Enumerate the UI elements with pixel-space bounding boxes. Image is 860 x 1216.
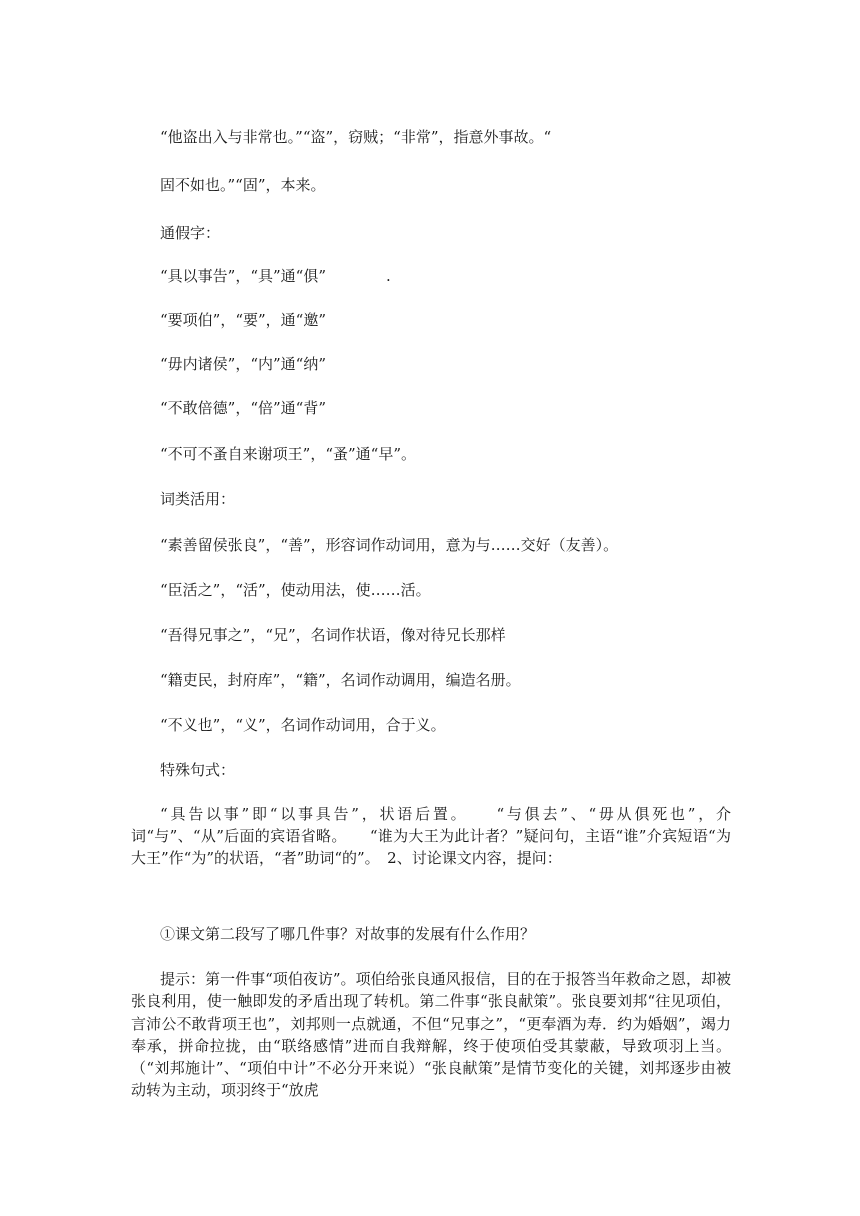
section-heading: 通假字：	[160, 224, 221, 242]
text-line: “籍吏民，封府库”，“籍”，名词作动调用，编造名册。	[160, 671, 521, 689]
text-line: “要项伯”，“要”，通“邀”	[160, 311, 327, 329]
text-line: “素善留侯张良”，“善”，形容词作动词用，意为与……交好（友善）。	[160, 536, 619, 554]
section-heading: 特殊句式：	[160, 761, 236, 779]
text-line: 固不如也。”“固”，本来。	[160, 176, 326, 194]
text-line: “不可不蚤自来谢项王”，“蚤”通“早”。	[160, 445, 417, 463]
text-line: “具以事告”，“具”通“俱” .	[160, 267, 391, 285]
text-line: “不敢倍德”，“倍”通“背”	[160, 399, 327, 417]
text-line: “臣活之”，“活”，使动用法，使……活。	[160, 581, 431, 599]
question-line: ①课文第二段写了哪几件事？对故事的发展有什么作用？	[160, 925, 536, 943]
text-line: “他盗出入与非常也。”“盗”，窃贼；“非常”，指意外事故。“	[160, 128, 552, 146]
text-line: “不义也”，“义”，名词作动词用，合于义。	[160, 716, 446, 734]
text-line: “吾得兄事之”，“兄”，名词作状语，像对待兄长那样	[160, 626, 506, 644]
syntax-paragraph: “具告以事”即“以事具告”，状语后置。 “与俱去”、“毋从俱死也”，介词“与”、“从”后面的宾语省略。 “谁为大王为此计者？”疑问句，主语“谁”介宾短语“为大王”作“为”的状语，“者”助词“的”。 2、讨论课文内容，提问：	[131, 805, 731, 867]
hint-paragraph: 提示：第一件事“项伯夜访”。项伯给张良通风报信，目的在于报答当年救命之恩，却被张良利用，使一触即发的矛盾出现了转机。第二件事“张良献策”。张良要刘邦“往见项伯，言沛公不敢背项王也”，刘邦则一点就通，不但“兄事之”，“更奉酒为寿．约为婚姻”，竭力奉承，拼命拉拢，由“联络感情”进而自我辩解，终于使项伯受其蒙蔽，导致项羽上当。（“刘邦施计”、“项伯中计”不必分开来说）“张良献策”是情节变化的关键，刘邦逐步由被动转为主动，项羽终于“放虎	[131, 970, 731, 1100]
section-heading: 词类活用：	[160, 490, 236, 508]
text-line: “毋内诸侯”，“内”通“纳”	[160, 355, 327, 373]
